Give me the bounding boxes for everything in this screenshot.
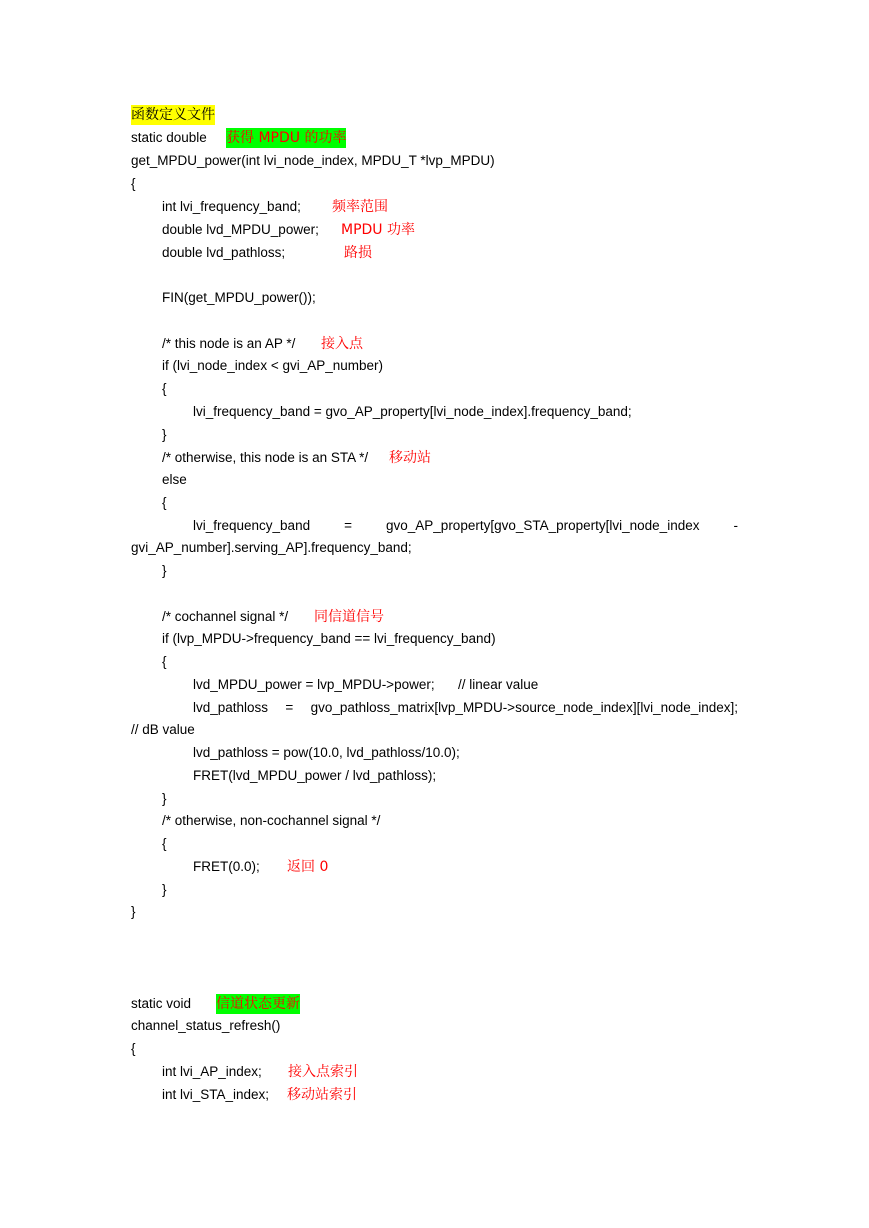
func1-open-brace: { — [131, 176, 136, 191]
brace-open: { — [162, 495, 167, 510]
brace-close: } — [162, 791, 167, 806]
brace-close: } — [162, 882, 167, 897]
pathloss-comment: // dB value — [131, 722, 195, 737]
decl-mpdu-power-note: MPDU 功率 — [341, 222, 415, 238]
pathloss-eq: = — [285, 700, 294, 715]
assign-sta-frequency — [193, 516, 738, 536]
decl-ap-index-note: 接入点索引 — [288, 1064, 358, 1080]
section-header-label: 函数定义文件 — [131, 107, 215, 123]
sta-comment: /* otherwise, this node is an STA */ — [162, 450, 369, 465]
brace-open: { — [162, 654, 167, 669]
decl-frequency-band: int lvi_frequency_band; — [162, 199, 301, 214]
pathloss-lhs: lvd_pathloss — [193, 700, 269, 715]
decl-mpdu-power: double lvd_MPDU_power; — [162, 222, 319, 237]
assign-sta-lhs: lvi_frequency_band — [193, 518, 311, 533]
power-comment: // linear value — [458, 677, 539, 692]
non-cochannel-comment: /* otherwise, non-cochannel signal */ — [162, 813, 381, 828]
fret-zero: FRET(0.0); — [193, 859, 260, 874]
else-keyword: else — [162, 472, 187, 487]
decl-pathloss: double lvd_pathloss; — [162, 245, 286, 260]
brace-open: { — [162, 381, 167, 396]
cochannel-comment: /* cochannel signal */ — [162, 609, 289, 624]
func1-signature-prefix: static double — [131, 130, 207, 145]
decl-frequency-band-note: 频率范围 — [332, 199, 388, 215]
decl-sta-index-note: 移动站索引 — [287, 1087, 357, 1103]
assign-sta-continuation: gvi_AP_number].serving_AP].frequency_band; — [131, 540, 412, 555]
ap-comment: /* this node is an AP */ — [162, 336, 296, 351]
assign-sta-eq: = — [344, 518, 352, 533]
func1-close-brace: } — [131, 904, 136, 919]
power-assign: lvd_MPDU_power = lvp_MPDU->power; — [193, 677, 435, 692]
decl-sta-index: int lvi_STA_index; — [162, 1087, 270, 1102]
brace-open: { — [162, 836, 167, 851]
fret-zero-note: 返回 0 — [287, 859, 329, 875]
func2-open-brace: { — [131, 1041, 136, 1056]
fret-power: FRET(lvd_MPDU_power / lvd_pathloss); — [193, 768, 437, 783]
assign-ap-frequency: lvi_frequency_band = gvo_AP_property[lvi_node_index].frequency_band; — [193, 404, 632, 419]
assign-sta-rhs: gvo_AP_property[gvo_STA_property[lvi_node_index — [386, 518, 700, 533]
decl-ap-index: int lvi_AP_index; — [162, 1064, 262, 1079]
brace-close: } — [162, 563, 167, 578]
func2-signature-note: 信道状态更新 — [216, 996, 300, 1012]
assign-sta-minus: - — [733, 518, 738, 533]
func1-signature-note: 获得 MPDU 的功率 — [226, 130, 347, 146]
decl-pathloss-note: 路损 — [344, 245, 372, 261]
cochannel-comment-note: 同信道信号 — [314, 609, 384, 625]
pathloss-assign — [193, 698, 738, 718]
if-ap-condition: if (lvi_node_index < gvi_AP_number) — [162, 358, 384, 373]
pathloss-pow: lvd_pathloss = pow(10.0, lvd_pathloss/10.0); — [193, 745, 460, 760]
func1-name-line: get_MPDU_power(int lvi_node_index, MPDU_T *lvp_MPDU) — [131, 153, 495, 168]
func2-signature-prefix: static void — [131, 996, 192, 1011]
func2-name-line: channel_status_refresh() — [131, 1018, 281, 1033]
ap-comment-note: 接入点 — [321, 336, 363, 352]
sta-comment-note: 移动站 — [389, 450, 431, 466]
pathloss-rhs: gvo_pathloss_matrix[lvp_MPDU->source_node_index][lvi_node_index]; — [310, 700, 738, 715]
fin-statement: FIN(get_MPDU_power()); — [162, 290, 316, 305]
if-cochannel-condition: if (lvp_MPDU->frequency_band == lvi_frequency_band) — [162, 631, 496, 646]
brace-close: } — [162, 427, 167, 442]
